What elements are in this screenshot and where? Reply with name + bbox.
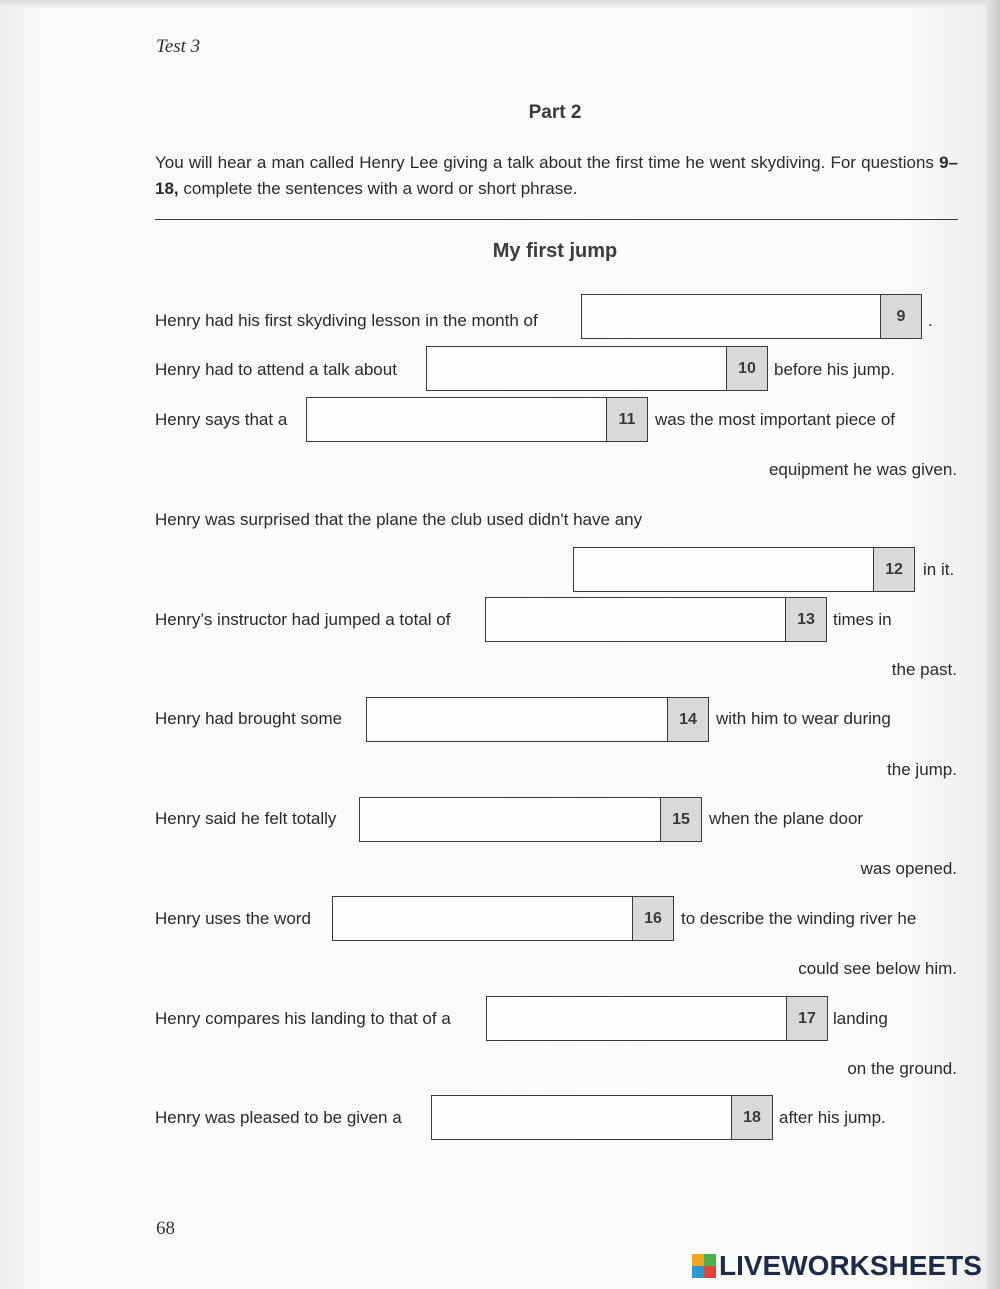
question-number-15: 15: [660, 798, 701, 841]
question-17-text-after: landing: [833, 1009, 888, 1028]
answer-box-11[interactable]: [306, 397, 648, 442]
page-right-edge: [986, 0, 1000, 1289]
question-10-text-before: Henry had to attend a talk about: [155, 360, 397, 379]
answer-input-16[interactable]: [333, 897, 632, 940]
divider-rule: [155, 219, 958, 220]
instructions-range: 9–18,: [155, 153, 958, 198]
answer-input-12[interactable]: [574, 548, 873, 591]
question-number-9: 9: [880, 295, 921, 338]
answer-input-9[interactable]: [582, 295, 880, 338]
liveworksheets-logo: [692, 1250, 982, 1282]
answer-input-15[interactable]: [360, 798, 660, 841]
question-number-10: 10: [726, 347, 767, 390]
question-number-18: 18: [731, 1096, 772, 1139]
question-15-text-before: Henry said he felt totally: [155, 809, 337, 828]
question-17-text-before: Henry compares his landing to that of a: [155, 1009, 451, 1028]
question-number-16: 16: [632, 897, 673, 940]
question-14-text-before: Henry had brought some: [155, 709, 343, 728]
answer-input-18[interactable]: [432, 1096, 731, 1139]
question-9-text-before: Henry had his first skydiving lesson in the month of: [155, 311, 538, 330]
answer-box-16[interactable]: [332, 896, 674, 941]
question-15-text-after-line2: was opened.: [860, 859, 957, 878]
part-title: Part 2: [528, 102, 582, 123]
answer-input-14[interactable]: [367, 698, 667, 741]
answer-box-17[interactable]: [486, 996, 828, 1041]
instructions-text-before: You will hear a man called Henry Lee giving a talk about the first time he went skydiving. For questions: [155, 153, 940, 172]
instructions-text-after: complete the sentences with a word or short phrase.: [178, 179, 578, 198]
answer-input-17[interactable]: [487, 997, 786, 1040]
answer-box-14[interactable]: [366, 697, 709, 742]
question-17-text-after-line2: on the ground.: [847, 1059, 957, 1078]
question-number-11: 11: [606, 398, 647, 441]
running-head: Test 3: [156, 36, 201, 57]
question-11-text-after: was the most important piece of: [655, 410, 896, 429]
question-12-text-after: in it.: [923, 560, 955, 579]
question-number-14: 14: [667, 698, 708, 741]
brand-name: LIVEWORKSHEETS: [719, 1250, 982, 1281]
liveworksheets-logo-icon: [692, 1254, 716, 1278]
question-number-12: 12: [873, 548, 914, 591]
question-11-text-before: Henry says that a: [155, 410, 288, 429]
answer-box-15[interactable]: [359, 797, 702, 842]
page-number: 68: [156, 1218, 175, 1239]
question-13-text-after: times in: [833, 610, 892, 629]
question-18-text-after: after his jump.: [779, 1108, 886, 1127]
question-10-text-after: before his jump.: [774, 360, 895, 379]
question-16-text-before: Henry uses the word: [155, 909, 311, 928]
answer-box-10[interactable]: [426, 346, 768, 391]
instructions: [155, 150, 958, 202]
question-14-text-after-line2: the jump.: [887, 760, 957, 779]
answer-box-18[interactable]: [431, 1095, 773, 1140]
question-number-17: 17: [786, 997, 827, 1040]
question-number-13: 13: [785, 598, 826, 641]
question-15-text-after: when the plane door: [709, 809, 864, 828]
question-11-text-after-line2: equipment he was given.: [768, 460, 957, 479]
question-16-text-after: to describe the winding river he: [681, 909, 917, 928]
answer-box-13[interactable]: [485, 597, 827, 642]
answer-input-11[interactable]: [307, 398, 606, 441]
question-16-text-after-line2: could see below him.: [798, 959, 957, 978]
question-18-text-before: Henry was pleased to be given a: [155, 1108, 402, 1127]
answer-input-10[interactable]: [427, 347, 726, 390]
question-13-text-after-line2: the past.: [891, 660, 957, 679]
section-heading: My first jump: [492, 240, 618, 262]
question-12-text-before: Henry was surprised that the plane the club used didn't have any: [155, 510, 643, 529]
question-14-text-after: with him to wear during: [716, 709, 891, 728]
answer-box-9[interactable]: [581, 294, 922, 339]
answer-input-13[interactable]: [486, 598, 785, 641]
question-13-text-before: Henry’s instructor had jumped a total of: [155, 610, 451, 629]
question-9-text-after: .: [928, 311, 933, 330]
answer-box-12[interactable]: [573, 547, 915, 592]
page-top-edge: [0, 0, 1000, 8]
